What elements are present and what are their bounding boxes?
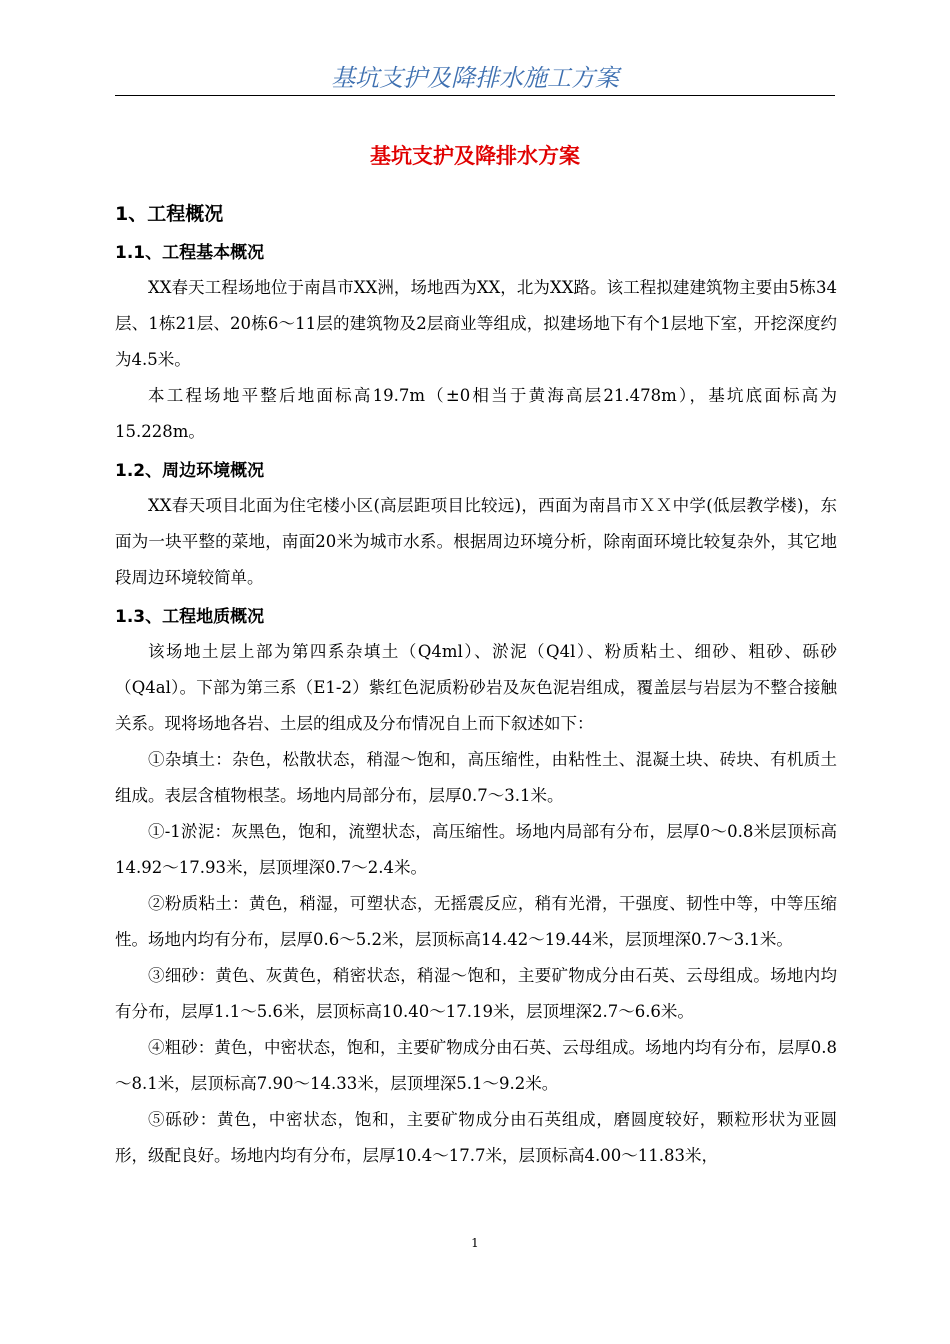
document-title: 基坑支护及降排水方案 — [370, 144, 580, 168]
subsection-heading: 1.3、工程地质概况 — [115, 607, 265, 627]
running-header-title: 基坑支护及降排水施工方案 — [331, 64, 619, 92]
soil-layer-paragraph: ④粗砂：黄色，中密状态，饱和，主要矿物成分由石英、云母组成。场地内均有分布，层厚0.8～8.1米，层顶标高7.90～14.33米，层顶埋深5.1～9.2米。 — [115, 1038, 837, 1093]
soil-layer-paragraph: ①杂填土：杂色，松散状态，稍湿～饱和，高压缩性，由粘性土、混凝土块、砖块、有机质土组成。表层含植物根茎。场地内局部分布，层厚0.7～3.1米。 — [115, 750, 837, 805]
subsection-heading: 1.1、工程基本概况 — [115, 243, 265, 263]
soil-layer-paragraph: ③细砂：黄色、灰黄色，稍密状态，稍湿～饱和，主要矿物成分由石英、云母组成。场地内均有分布，层厚1.1～5.6米，层顶标高10.40～17.19米，层顶埋深2.7～6.6米。 — [115, 966, 837, 1021]
body-paragraph: XX春天项目北面为住宅楼小区(高层距项目比较远)，西面为南昌市ＸＸ中学(低层教学楼)，东面为一块平整的菜地，南面20米为城市水系。根据周边环境分析，除南面环境比较复杂外，其它地段周边环境较简单。 — [115, 496, 837, 587]
soil-layer-paragraph: ②粉质粘土：黄色，稍湿，可塑状态，无摇震反应，稍有光滑，干强度、韧性中等，中等压缩性。场地内均有分布，层厚0.6～5.2米，层顶标高14.42～19.44米，层顶埋深0.7～3.1米。 — [115, 894, 837, 949]
header-rule — [115, 95, 835, 96]
soil-layer-paragraph: ①-1淤泥：灰黑色，饱和，流塑状态，高压缩性。场地内局部有分布，层厚0～0.8米层顶标高14.92～17.93米，层顶埋深0.7～2.4米。 — [115, 822, 837, 877]
body-paragraph: 本工程场地平整后地面标高19.7m（±0相当于黄海高层21.478m），基坑底面标高为15.228m。 — [115, 386, 837, 441]
soil-layer-paragraph: ⑤砾砂：黄色，中密状态，饱和，主要矿物成分由石英组成，磨圆度较好，颗粒形状为亚圆形，级配良好。场地内均有分布，层厚10.4～17.7米，层顶标高4.00～11.83米， — [115, 1110, 837, 1165]
document-body — [115, 196, 837, 1174]
page-number: 1 — [471, 1236, 479, 1250]
body-paragraph: XX春天工程场地位于南昌市XX洲，场地西为XX，北为XX路。该工程拟建建筑物主要由5栋34层、1栋21层、20栋6～11层的建筑物及2层商业等组成，拟建场地下有个1层地下室，开挖深度约为4.5米。 — [115, 278, 837, 369]
section-heading: 1、工程概况 — [115, 203, 224, 225]
subsection-heading: 1.2、周边环境概况 — [115, 461, 265, 481]
body-paragraph: 该场地土层上部为第四系杂填土（Q4ml）、淤泥（Q4l）、粉质粘土、细砂、粗砂、砾砂（Q4al）。下部为第三系（E1-2）紫红色泥质粉砂岩及灰色泥岩组成，覆盖层与岩层为不整合接触关系。现将场地各岩、土层的组成及分布情况自上而下叙述如下： — [115, 642, 837, 733]
